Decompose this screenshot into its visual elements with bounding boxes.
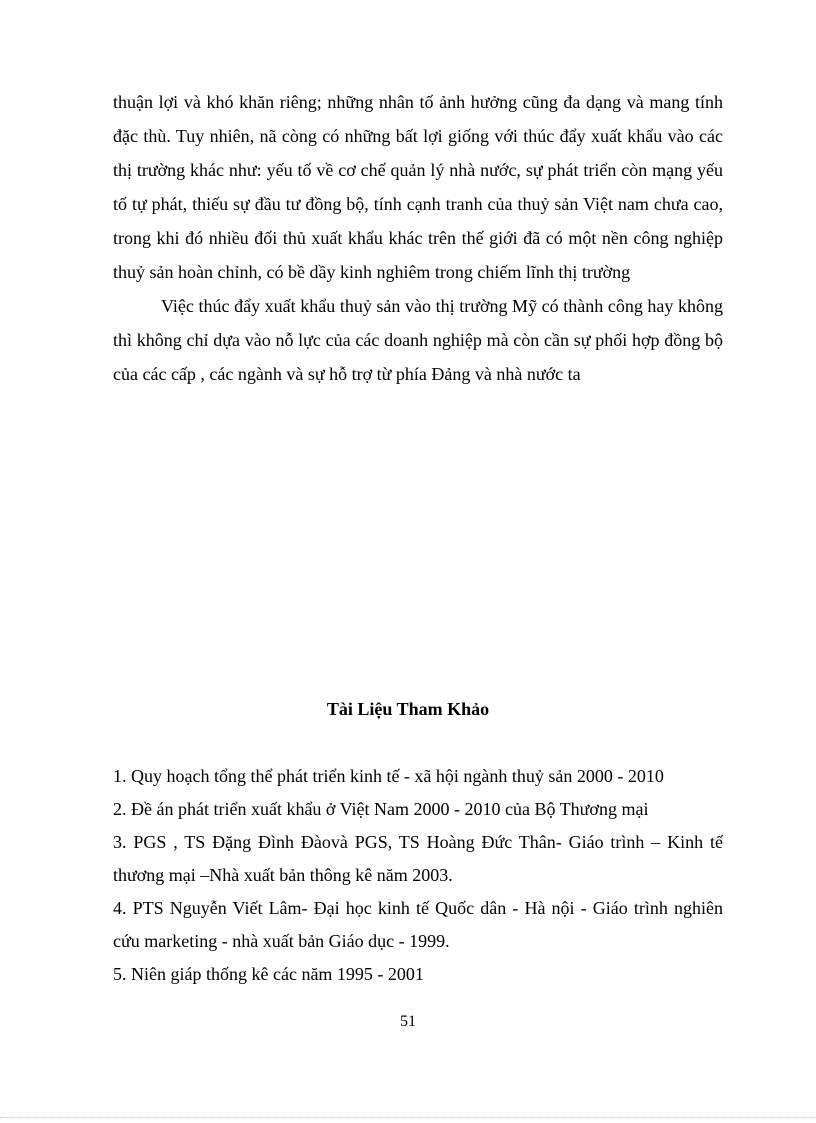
page-bottom-divider <box>0 1117 816 1118</box>
reference-item-5: 5. Niên giáp thống kê các năm 1995 - 2001 <box>113 964 424 984</box>
reference-item-1: 1. Quy hoạch tổng thể phát triển kinh tế - xã hội ngành thuỷ sản 2000 - 2010 <box>113 766 664 786</box>
paragraph-2: Việc thúc đẩy xuất khẩu thuỷ sản vào thị trường Mỹ có thành công hay không thì không chỉ dựa vào nỗ lực của các doanh nghiệp mà còn cần sự phối hợp đồng bộ của các cấp , các ngành và sự hỗ trợ từ phía Đảng và nhà nước ta <box>113 296 723 384</box>
body-text <box>113 85 723 391</box>
page-number: 51 <box>400 1013 416 1030</box>
reference-item-4: 4. PTS Nguyễn Viết Lâm- Đại học kinh tế Quốc dân - Hà nội - Giáo trình nghiên cứu marketing - nhà xuất bản Giáo dục - 1999. <box>113 898 723 951</box>
references-title: Tài Liệu Tham Khảo <box>326 699 490 719</box>
references-list <box>113 760 723 991</box>
reference-item-3: 3. PGS , TS Đặng Đình Đàovà PGS, TS Hoàng Đức Thân- Giáo trình – Kinh tế thương mại –Nhà xuất bản thông kê năm 2003. <box>113 832 723 885</box>
paragraph-1: thuận lợi và khó khăn riêng; những nhân tố ảnh hưởng cũng đa dạng và mang tính đặc thù. Tuy nhiên, nã còng có những bất lợi giống với thúc đẩy xuất khẩu vào các thị trường khác như: yếu tố về cơ chế quản lý nhà nước, sự phát triển còn mạng yếu tố tự phát, thiếu sự đầu tư đồng bộ, tính cạnh tranh của thuỷ sản Việt nam chưa cao, trong khi đó nhiều đối thủ xuất khẩu khác trên thế giới đã có một nền công nghiệp thuỷ sản hoàn chỉnh, có bề dầy kinh nghiêm trong chiếm lĩnh thị trường <box>113 92 723 282</box>
reference-item-2: 2. Đề án phát triển xuất khẩu ở Việt Nam 2000 - 2010 của Bộ Thương mại <box>113 799 649 819</box>
